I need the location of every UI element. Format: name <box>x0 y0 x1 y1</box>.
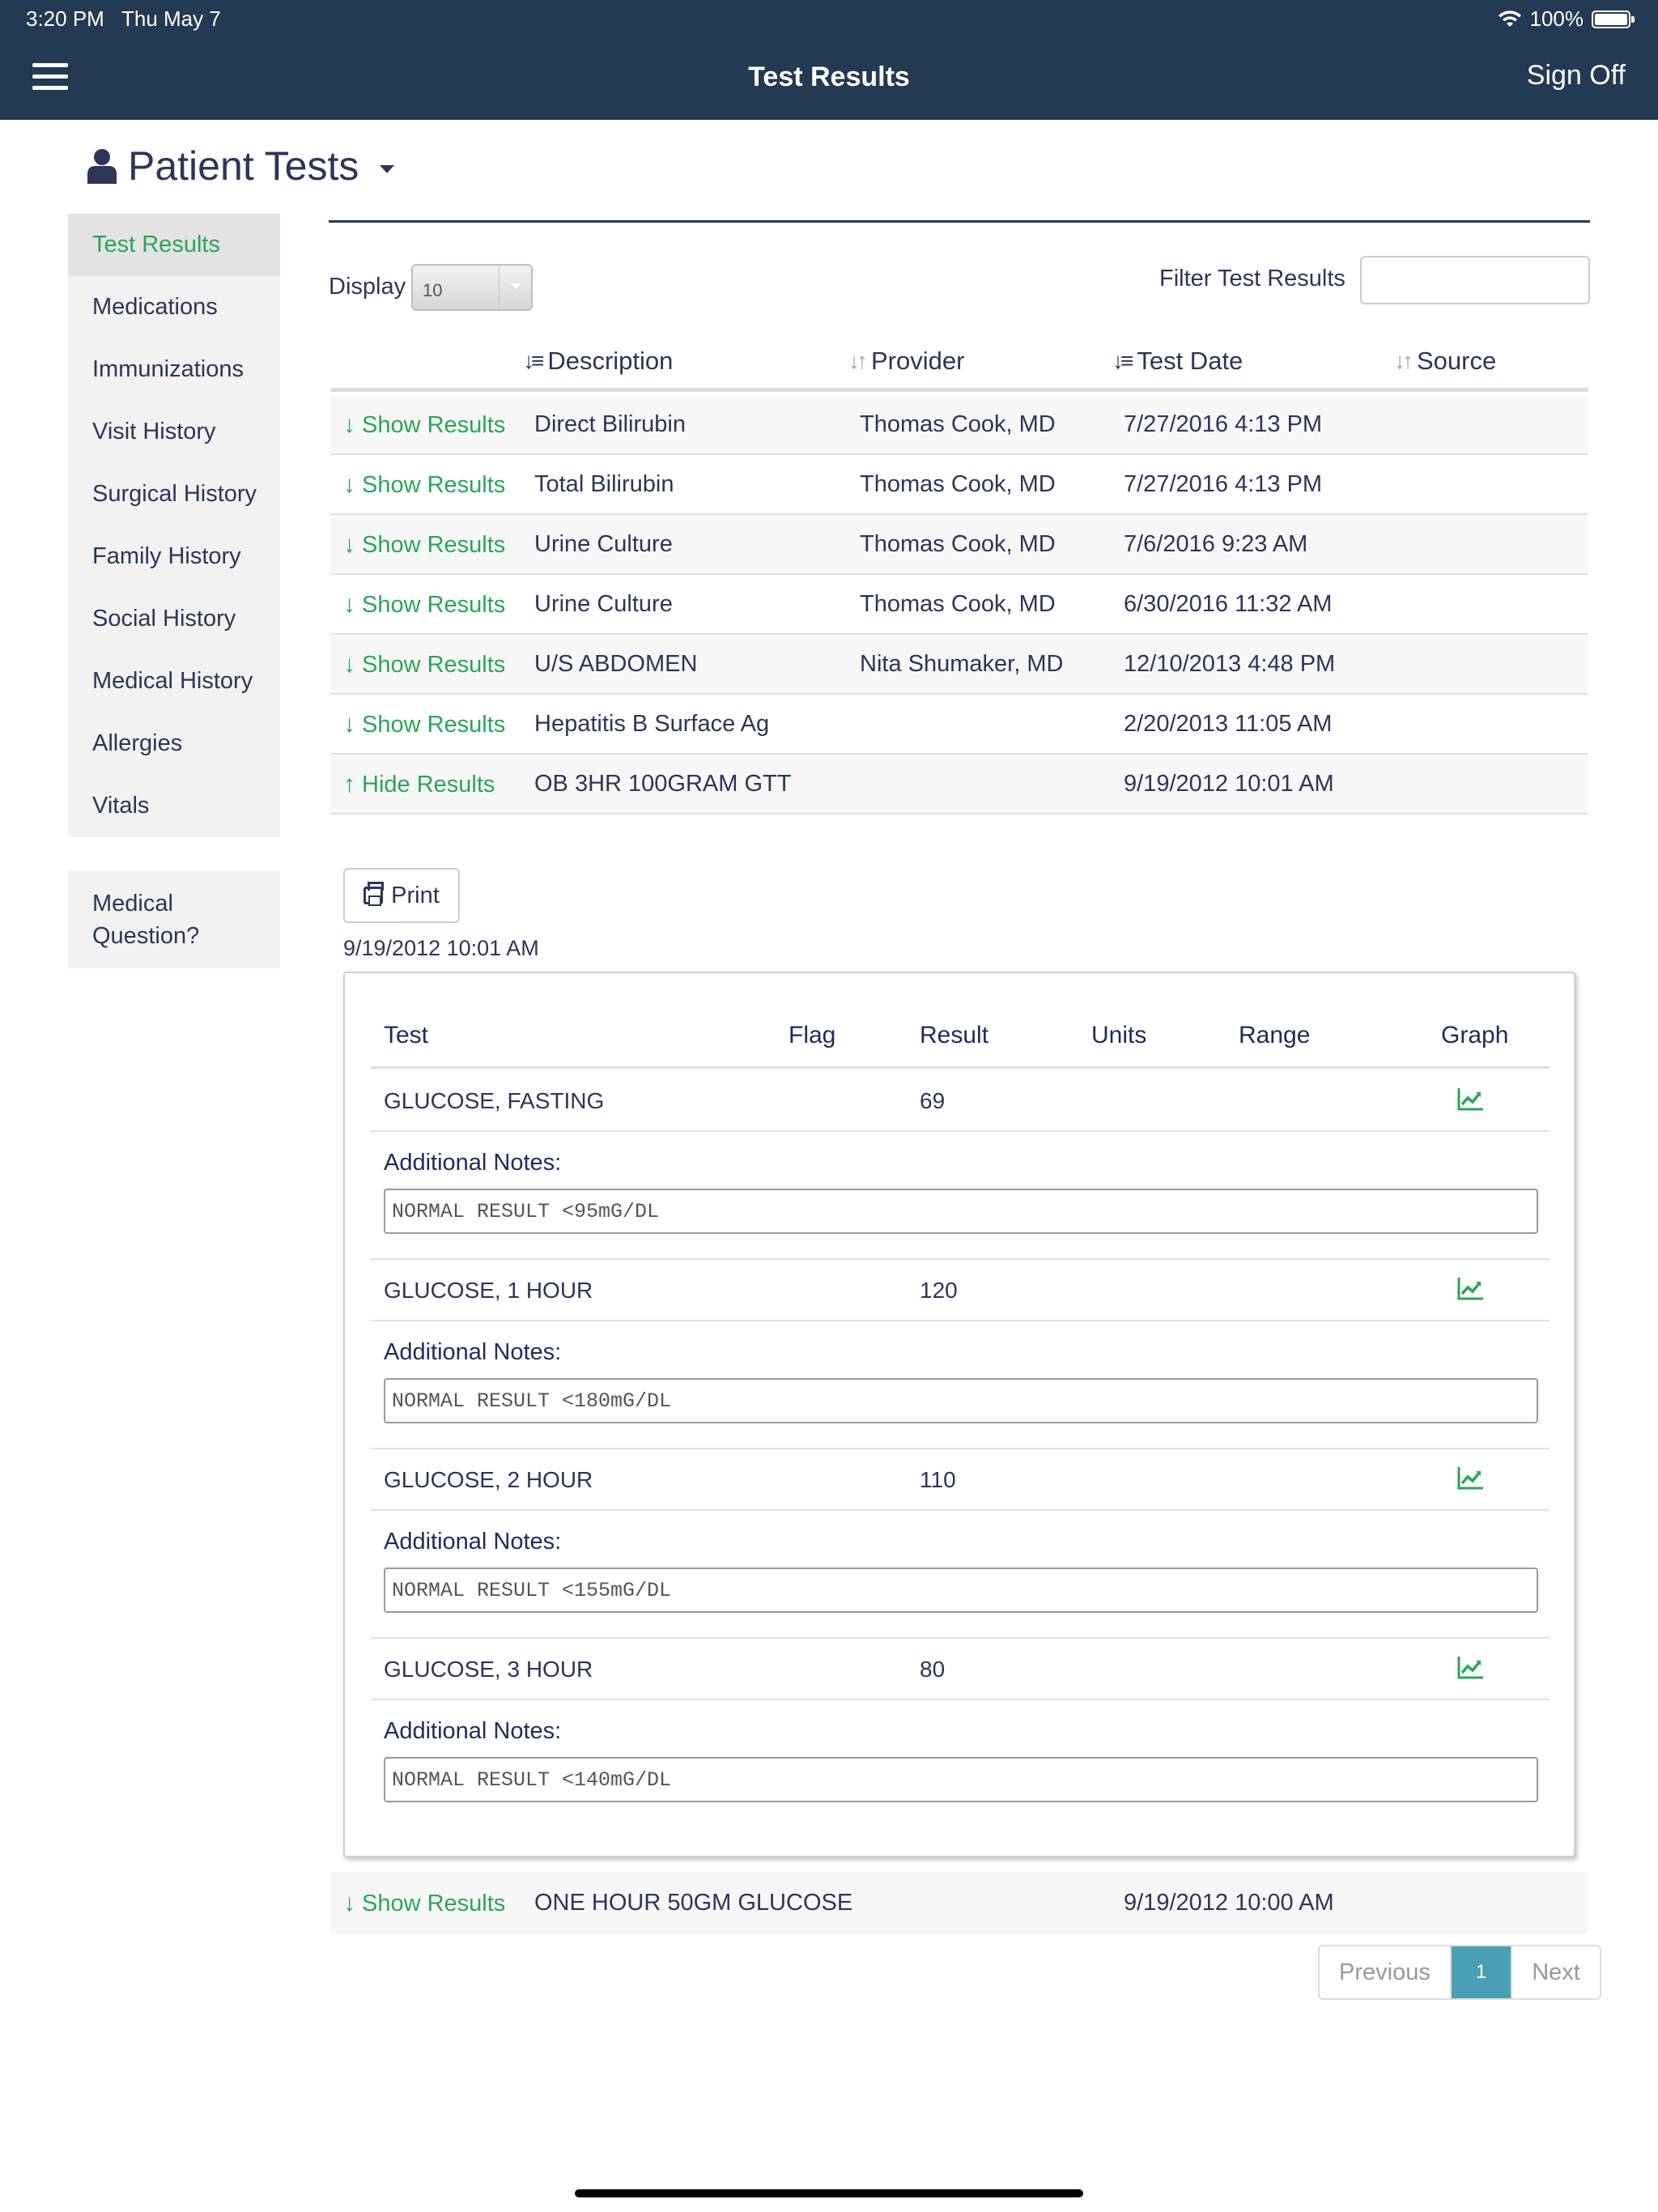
row-description: Urine Culture <box>534 591 673 617</box>
row-provider: Thomas Cook, MD <box>860 531 1056 557</box>
row-date: 7/6/2016 9:23 AM <box>1124 531 1308 557</box>
status-date: Thu May 7 <box>121 6 221 31</box>
notes-label: Additional Notes: <box>384 1529 562 1555</box>
sort-description[interactable] <box>523 347 673 376</box>
nav-bar <box>0 36 1658 120</box>
sidebar-item-medical-question[interactable]: Medical Question? <box>68 871 280 968</box>
row-provider: Thomas Cook, MD <box>860 411 1056 437</box>
result-block <box>371 1070 1550 1260</box>
result-block <box>371 1260 1550 1449</box>
result-row <box>371 1639 1550 1700</box>
home-indicator[interactable] <box>575 2189 1083 2197</box>
show-results-toggle[interactable] <box>343 411 505 439</box>
header-flag: Flag <box>789 1022 836 1049</box>
user-icon <box>87 148 117 184</box>
status-right <box>1498 6 1631 32</box>
row-date: 7/27/2016 4:13 PM <box>1124 471 1323 497</box>
header-range: Range <box>1239 1022 1311 1049</box>
table-row <box>330 395 1588 455</box>
header-result: Result <box>920 1022 989 1049</box>
sort-icon: ↓↑ <box>1394 348 1410 373</box>
row-date: 7/27/2016 4:13 PM <box>1124 411 1323 437</box>
sidebar-item-test-results[interactable]: Test Results <box>68 214 280 276</box>
arrow-down-icon: ↓ <box>343 411 355 438</box>
row-description: OB 3HR 100GRAM GTT <box>534 771 792 797</box>
result-value: 80 <box>920 1657 946 1682</box>
pagination <box>1318 1945 1601 2000</box>
display-count-value: 10 <box>423 280 443 300</box>
toggle-label: Hide Results <box>362 771 495 798</box>
arrow-down-icon: ↓ <box>343 531 355 558</box>
result-test: GLUCOSE, 3 HOUR <box>384 1657 593 1682</box>
row-date: 9/19/2012 10:01 AM <box>1124 771 1334 797</box>
table-row <box>330 455 1588 515</box>
wifi-icon <box>1498 11 1522 28</box>
result-row <box>371 1070 1550 1132</box>
sidebar <box>68 214 280 837</box>
page-1-button[interactable]: 1 <box>1450 1946 1511 1998</box>
previous-page-button[interactable]: Previous <box>1320 1946 1450 1998</box>
notes-field: NORMAL RESULT <95mG/DL <box>384 1189 1538 1234</box>
toggle-label: Show Results <box>362 591 506 618</box>
sort-desc-icon: ↓≡ <box>1112 348 1131 373</box>
chevron-down-icon <box>380 165 394 173</box>
arrow-down-icon: ↓ <box>343 711 355 738</box>
notes-field: NORMAL RESULT <180mG/DL <box>384 1378 1538 1423</box>
status-time: 3:20 PM <box>26 6 104 31</box>
result-test: GLUCOSE, 2 HOUR <box>384 1467 593 1492</box>
arrow-up-icon: ↑ <box>343 771 355 798</box>
sidebar-item-family-history[interactable]: Family History <box>92 543 241 569</box>
table-row <box>330 575 1588 635</box>
row-date: 9/19/2012 10:00 AM <box>1124 1890 1334 1916</box>
header-graph: Graph <box>1441 1022 1509 1049</box>
line-chart-icon[interactable] <box>1457 1276 1485 1300</box>
sort-asc-icon: ↓≡ <box>523 348 542 373</box>
sidebar-item-medications[interactable]: Medications <box>92 294 218 320</box>
header-description: Description <box>547 347 674 375</box>
arrow-down-icon: ↓ <box>343 591 355 618</box>
printer-icon <box>363 887 383 904</box>
show-results-toggle[interactable] <box>343 531 505 559</box>
sidebar-item-social-history[interactable]: Social History <box>92 606 236 632</box>
toggle-label: Show Results <box>362 531 506 558</box>
show-results-toggle[interactable] <box>343 591 505 619</box>
header-test-date: Test Date <box>1137 347 1244 375</box>
row-date: 12/10/2013 4:48 PM <box>1124 651 1336 677</box>
sidebar-item-allergies[interactable]: Allergies <box>92 730 183 756</box>
sort-provider[interactable] <box>848 347 964 376</box>
page-title: Patient Tests <box>128 143 359 189</box>
sort-icon: ↓↑ <box>848 348 865 373</box>
print-button[interactable] <box>343 868 460 923</box>
notes-label: Additional Notes: <box>384 1339 562 1365</box>
row-provider: Nita Shumaker, MD <box>860 651 1064 677</box>
header-provider: Provider <box>871 347 965 375</box>
line-chart-icon[interactable] <box>1457 1087 1485 1111</box>
row-date: 2/20/2013 11:05 AM <box>1124 711 1333 737</box>
next-page-button[interactable]: Next <box>1511 1946 1600 1998</box>
results-table-body <box>330 395 1588 815</box>
result-value: 120 <box>920 1278 958 1303</box>
arrow-down-icon: ↓ <box>343 471 355 498</box>
row-description: Total Bilirubin <box>534 471 674 497</box>
header-units: Units <box>1091 1022 1147 1049</box>
sidebar-item-vitals[interactable]: Vitals <box>92 793 150 819</box>
table-row <box>330 755 1588 815</box>
table-row <box>330 1872 1588 1933</box>
show-results-toggle[interactable] <box>343 711 505 738</box>
sidebar-item-visit-history[interactable]: Visit History <box>92 419 216 445</box>
sign-off-button[interactable]: Sign Off <box>1526 60 1626 91</box>
nav-title: Test Results <box>748 62 910 92</box>
arrow-down-icon: ↓ <box>343 651 355 678</box>
toggle-label: Show Results <box>362 1890 506 1916</box>
sidebar-item-immunizations[interactable]: Immunizations <box>92 356 244 382</box>
sort-source[interactable] <box>1394 347 1496 376</box>
table-row <box>330 695 1588 755</box>
result-block <box>371 1639 1550 1828</box>
result-value: 69 <box>920 1088 946 1113</box>
toggle-label: Show Results <box>362 411 506 438</box>
notes-field: NORMAL RESULT <140mG/DL <box>384 1757 1538 1802</box>
show-results-toggle[interactable] <box>343 1890 505 1917</box>
toggle-label: Show Results <box>362 711 506 738</box>
detail-date: 9/19/2012 10:01 AM <box>343 936 539 960</box>
table-row <box>330 515 1588 575</box>
sidebar-item-surgical-history[interactable]: Surgical History <box>92 481 257 507</box>
hide-results-toggle[interactable] <box>343 771 495 798</box>
sort-test-date[interactable] <box>1112 347 1243 376</box>
arrow-down-icon: ↓ <box>343 1890 355 1916</box>
row-description: Direct Bilirubin <box>534 411 686 437</box>
show-results-toggle[interactable] <box>343 471 505 499</box>
battery-percent: 100% <box>1529 6 1584 31</box>
result-value: 110 <box>920 1467 956 1492</box>
filter-label: Filter Test Results <box>1159 266 1346 291</box>
header-source: Source <box>1417 347 1497 375</box>
results-detail-panel <box>343 972 1575 1857</box>
sidebar-item-medical-history[interactable]: Medical History <box>92 668 253 694</box>
chevron-down-icon <box>499 266 531 309</box>
result-test: GLUCOSE, FASTING <box>384 1088 605 1113</box>
table-row <box>330 635 1588 695</box>
print-label: Print <box>391 882 440 908</box>
row-provider: Thomas Cook, MD <box>860 591 1056 617</box>
row-description: ONE HOUR 50GM GLUCOSE <box>534 1890 853 1916</box>
battery-icon <box>1592 11 1630 28</box>
row-description: Urine Culture <box>534 531 673 557</box>
filter-input[interactable] <box>1360 256 1590 304</box>
row-date: 6/30/2016 11:32 AM <box>1124 591 1333 617</box>
status-bar <box>0 0 1658 36</box>
result-test: GLUCOSE, 1 HOUR <box>384 1278 593 1303</box>
row-provider: Thomas Cook, MD <box>860 471 1056 497</box>
notes-label: Additional Notes: <box>384 1150 562 1176</box>
show-results-toggle[interactable] <box>343 651 505 678</box>
result-block <box>371 1449 1550 1639</box>
line-chart-icon[interactable] <box>1457 1655 1485 1679</box>
content-divider <box>329 220 1590 223</box>
row-description: Hepatitis B Surface Ag <box>534 711 770 737</box>
notes-field: NORMAL RESULT <155mG/DL <box>384 1568 1538 1613</box>
toggle-label: Show Results <box>362 471 506 498</box>
display-label: Display <box>329 274 406 300</box>
results-table-header <box>330 340 1588 392</box>
detail-table-header <box>371 1006 1550 1069</box>
toggle-label: Show Results <box>362 651 506 678</box>
line-chart-icon[interactable] <box>1457 1465 1485 1490</box>
row-description: U/S ABDOMEN <box>534 651 698 677</box>
result-row <box>371 1449 1550 1511</box>
header-test: Test <box>384 1022 429 1049</box>
notes-label: Additional Notes: <box>384 1718 562 1744</box>
result-row <box>371 1260 1550 1321</box>
display-count-select[interactable] <box>411 264 533 311</box>
patient-tests-dropdown[interactable] <box>87 143 394 189</box>
